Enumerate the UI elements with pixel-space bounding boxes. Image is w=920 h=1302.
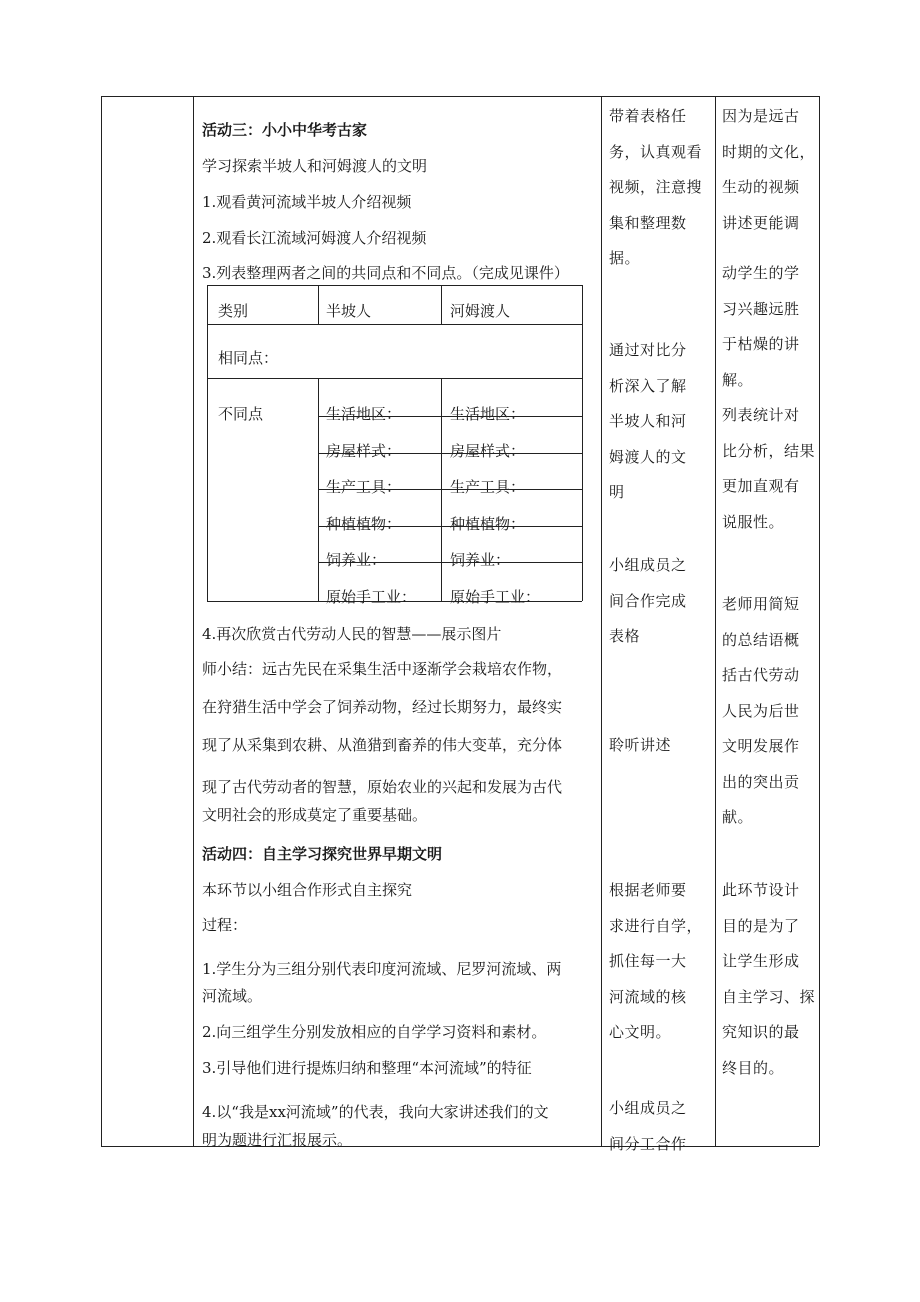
- activity3-step-2: 2.观看长江流域河姆渡人介绍视频: [202, 229, 427, 247]
- activity4-step: 明为题进行汇报展示。: [202, 1131, 353, 1149]
- column-divider-1: [101, 96, 102, 1146]
- student-activity-line: 据。: [609, 249, 641, 267]
- diff-cell-hemudu: 原始手工业：: [450, 587, 541, 606]
- inner-table-line: [582, 285, 583, 601]
- summary-line: 现了古代劳动者的智慧，原始农业的兴起和发展为古代: [202, 778, 563, 796]
- activity3-title: 活动三：小小中华考古家: [202, 121, 368, 139]
- inner-table-header-category: 类别: [218, 302, 249, 320]
- student-activity-line: 半坡人和河: [609, 412, 687, 430]
- student-activity-line: 求进行自学，: [609, 916, 703, 935]
- diff-cell-banpo: 原始手工业：: [326, 587, 417, 606]
- column-divider-5: [819, 96, 820, 1146]
- activity4-step: 1.学生分为三组分别代表印度河流域、尼罗河流域、两: [202, 960, 562, 978]
- student-activity-line: 间合作完成: [609, 591, 687, 610]
- student-activity-line: 姆渡人的文: [609, 447, 687, 466]
- diff-cell-hemudu: 饲养业：: [450, 551, 511, 569]
- diff-cell-banpo: 生活地区：: [326, 405, 402, 423]
- design-intent-line: 让学生形成: [722, 952, 800, 970]
- diff-cell-hemudu: 房屋样式：: [450, 441, 526, 460]
- student-activity-line: 根据老师要: [609, 881, 687, 899]
- design-intent-line: 老师用简短: [722, 595, 800, 613]
- student-activity-line: 小组成员之: [609, 1099, 687, 1117]
- student-activity-line: 集和整理数: [609, 213, 687, 232]
- activity4-step: 3.引导他们进行提炼归纳和整理“本河流域”的特征: [202, 1059, 532, 1077]
- inner-table-line: [207, 324, 582, 325]
- student-activity-line: 视频，注意搜: [609, 178, 703, 196]
- student-activity-line: 抓住每一大: [609, 952, 687, 970]
- column-divider-2: [193, 96, 194, 1146]
- activity4-title: 活动四：自主学习探究世界早期文明: [202, 845, 443, 863]
- design-intent-line: 说服性。: [722, 512, 785, 531]
- design-intent-line: 出的突出贡: [722, 772, 800, 791]
- column-divider-3: [601, 96, 602, 1146]
- diff-cell-hemudu: 生产工具：: [450, 478, 526, 496]
- activity4-intro: 本环节以小组合作形式自主探究: [202, 881, 413, 899]
- activity3-step-4: 4.再次欣赏古代劳动人民的智慧——展示图片: [202, 625, 502, 643]
- design-intent-line: 究知识的最: [722, 1023, 800, 1041]
- summary-line: 现了从采集到农耕、从渔猎到畜养的伟大变革，充分体: [202, 736, 563, 754]
- student-activity-line: 明: [609, 483, 625, 501]
- activity4-step: 4.以“我是xx河流域”的代表，我向大家讲述我们的文: [202, 1103, 549, 1121]
- diff-cell-banpo: 种植植物：: [326, 514, 402, 533]
- activity4-process-label: 过程：: [202, 916, 248, 934]
- activity4-step: 2.向三组学生分别发放相应的自学学习资料和素材。: [202, 1023, 547, 1041]
- diff-row-line: [318, 489, 582, 490]
- diff-cell-banpo: 房屋样式：: [326, 441, 402, 460]
- student-activity-line: 带着表格任: [609, 107, 687, 125]
- inner-table-line: [207, 378, 582, 379]
- diff-row-line: [318, 416, 582, 417]
- design-intent-line: 的总结语概: [722, 630, 800, 649]
- student-activity-line: 河流域的核: [609, 987, 687, 1006]
- design-intent-line: 因为是远古: [722, 107, 800, 125]
- inner-table-diff-label: 不同点: [218, 405, 264, 423]
- design-intent-line: 讲述更能调: [722, 213, 800, 232]
- column-divider-4: [715, 96, 716, 1146]
- diff-row-line: [318, 562, 582, 563]
- activity3-intro: 学习探索半坡人和河姆渡人的文明: [202, 157, 428, 175]
- student-activity-line: 心文明。: [609, 1023, 672, 1041]
- design-intent-line: 生动的视频: [722, 178, 800, 196]
- student-activity-line: 务，认真观看: [609, 142, 703, 161]
- summary-line: 在狩猎生活中学会了饲养动物，经过长期努力，最终实: [202, 698, 563, 716]
- student-activity-line: 表格: [609, 627, 641, 645]
- design-intent-line: 列表统计对: [722, 406, 800, 424]
- design-intent-line: 习兴趣远胜: [722, 299, 800, 318]
- activity4-step: 河流域。: [202, 987, 263, 1005]
- summary-line: 师小结：远古先民在采集生活中逐渐学会栽培农作物，: [202, 660, 563, 678]
- diff-cell-banpo: 生产工具：: [326, 478, 402, 496]
- design-intent-line: 终目的。: [722, 1058, 785, 1077]
- design-intent-line: 比分析，结果: [722, 441, 816, 460]
- diff-row-line: [318, 453, 582, 454]
- inner-table-header-banpo: 半坡人: [326, 302, 372, 320]
- inner-table-line: [207, 285, 582, 286]
- inner-table-line: [441, 285, 442, 324]
- student-activity-line: 聆听讲述: [609, 736, 672, 754]
- design-intent-line: 于枯燥的讲: [722, 335, 800, 353]
- summary-line: 文明社会的形成莫定了重要基础。: [202, 806, 428, 824]
- design-intent-line: 目的是为了: [722, 916, 800, 935]
- student-activity-line: 小组成员之: [609, 556, 687, 574]
- design-intent-line: 动学生的学: [722, 264, 800, 282]
- diff-cell-banpo: 饲养业：: [326, 551, 387, 569]
- inner-table-line: [318, 285, 319, 324]
- student-activity-line: 析深入了解: [609, 376, 687, 395]
- diff-cell-hemudu: 种植植物：: [450, 514, 526, 533]
- table-top-border: [101, 96, 819, 97]
- design-intent-line: 人民为后世: [722, 701, 800, 720]
- design-intent-line: 文明发展作: [722, 737, 800, 755]
- activity3-step-1: 1.观看黄河流域半坡人介绍视频: [202, 193, 412, 211]
- design-intent-line: 解。: [722, 370, 754, 389]
- inner-table-header-hemudu: 河姆渡人: [450, 302, 511, 320]
- design-intent-line: 更加直观有: [722, 477, 800, 495]
- design-intent-line: 献。: [722, 808, 754, 826]
- design-intent-line: 时期的文化，: [722, 142, 816, 161]
- student-activity-line: 间分工合作: [609, 1134, 687, 1153]
- design-intent-line: 自主学习、探: [722, 987, 816, 1006]
- inner-table-same-label: 相同点：: [218, 349, 279, 367]
- inner-table-line: [207, 285, 208, 601]
- diff-row-line: [318, 526, 582, 527]
- student-activity-line: 通过对比分: [609, 341, 687, 359]
- design-intent-line: 此环节设计: [722, 881, 800, 899]
- activity3-step-3: 3.列表整理两者之间的共同点和不同点。（完成见课件）: [202, 264, 569, 282]
- design-intent-line: 括古代劳动: [722, 666, 800, 684]
- diff-cell-hemudu: 生活地区：: [450, 405, 526, 423]
